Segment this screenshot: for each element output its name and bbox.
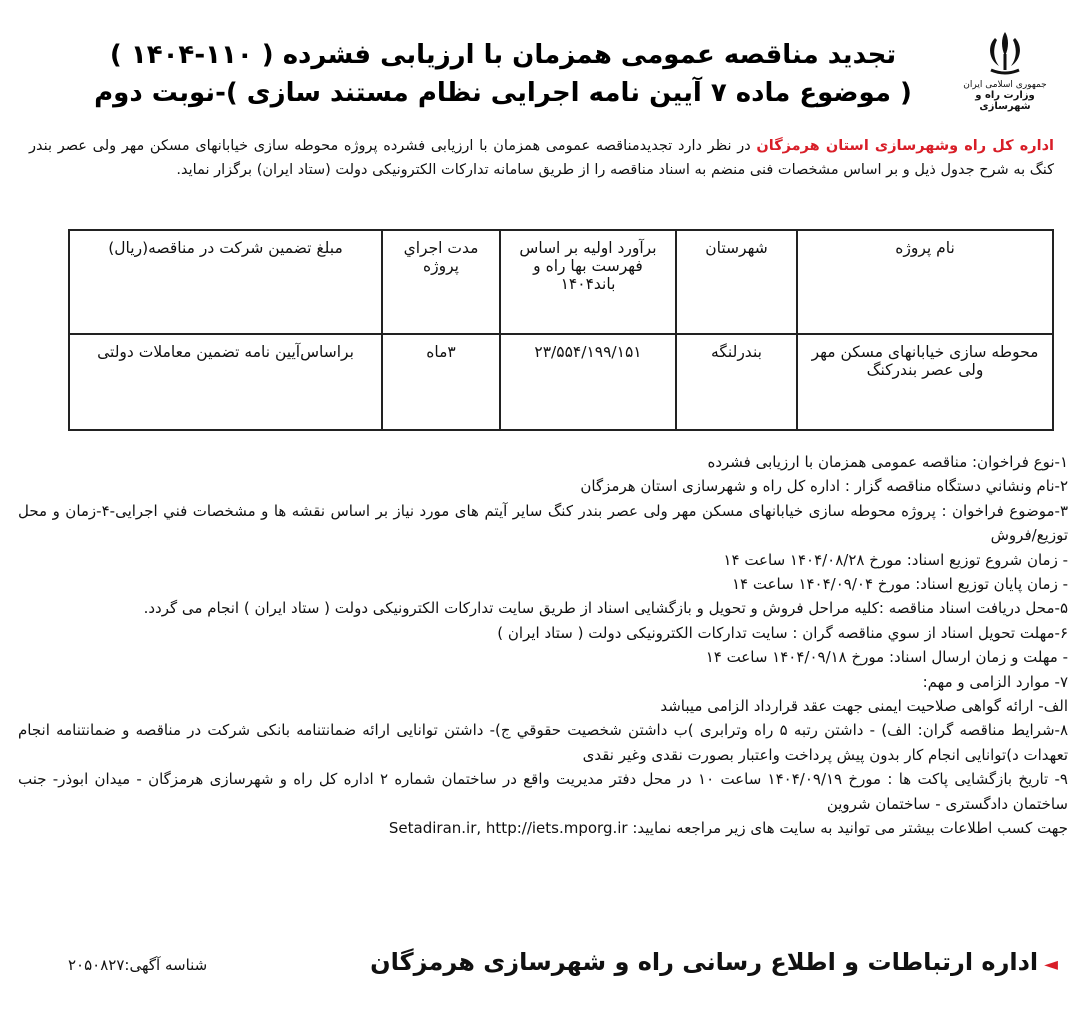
cell-duration: ۳ماه bbox=[382, 334, 500, 430]
table-row bbox=[69, 334, 1053, 430]
department-name: اداره ارتباطات و اطلاع رسانی راه و شهرسازی هرمزگان bbox=[370, 948, 1039, 976]
item-subject: ۳-موضوع فراخوان : پروژه محوطه سازی خیابانهای مسکن مهر ولی عصر بندر کنگ سایر آیتم های مورد نیاز بر اساس نقشه ها و مشخصات فني اجرایی-۴-زمان و محل توزیع/فروش bbox=[18, 501, 1069, 545]
item-requirements-heading: ۷- موارد الزامی و مهم: bbox=[922, 672, 1068, 691]
item-submission-deadline: - مهلت و زمان ارسال اسناد: مورخ ۱۴۰۴/۰۹/۱۸ ساعت ۱۴ bbox=[705, 648, 1068, 667]
ministry-logo bbox=[950, 28, 1060, 118]
notice-title bbox=[68, 36, 938, 112]
iran-emblem-icon bbox=[983, 28, 1027, 78]
item-distribution-end: - زمان پایان توزیع اسناد: مورخ ۱۴۰۴/۰۹/۰۴ ساعت ۱۴ bbox=[731, 575, 1068, 594]
project-table bbox=[68, 229, 1054, 431]
cell-guarantee: براساس‌آیین نامه تضمین معاملات دولتی bbox=[69, 334, 382, 430]
organization-name: اداره کل راه وشهرسازی استان هرمزگان bbox=[756, 138, 1054, 154]
item-bidder-conditions: ۸-شرایط مناقصه گران: الف) - داشتن رتبه ۵ راه وترابری )ب داشتن شخصیت حقوقي ج)- داشتن توانایی ارائه ضمانتنامه بانکی شرکت در مناقصه و ضمانتنامه انجام تعهدات د)توانایی انجام کار بدون پیش پرداخت واعتبار بصورت نقدی وغیر نقدی bbox=[18, 721, 1068, 764]
item-submission: ۶-مهلت تحویل اسناد از سوي مناقصه گران : سایت تدارکات الکترونیکی دولت ( ستاد ایران ) bbox=[497, 623, 1068, 642]
cell-estimate: ۲۳/۵۵۴/۱۹۹/۱۵۱ bbox=[500, 334, 676, 430]
intro-text: در نظر دارد تجدیدمناقصه عمومی همزمان با ارزیابی فشرده پروژه محوطه سازی خیابانهای مسکن مهر ولی عصر بندر کنگ به شرح جدول ذیل و بر اساس مشخصات فنی منضم به اسناد مناقصه را از طریق سامانه تدارکات الکترونیکی دولت (ستاد ایران) برگزار نماید. bbox=[29, 138, 1054, 178]
title-line-1: تجدید مناقصه عمومی همزمان با ارزیابی فشرده ( ۱۱۰-۱۴۰۴ ) bbox=[109, 40, 897, 70]
item-more-info: جهت کسب اطلاعات بیشتر می توانید به سایت های زیر مراجعه نمایید: Setadiran.ir, http://iets.mporg.ir bbox=[388, 819, 1068, 838]
footer bbox=[68, 948, 1058, 982]
item-distribution-start: - زمان شروع توزیع اسناد: مورخ ۱۴۰۴/۰۸/۲۸ ساعت ۱۴ bbox=[723, 550, 1068, 569]
header-project-name: نام پروژه bbox=[797, 230, 1053, 334]
header-duration: مدت اجراي پروژه bbox=[382, 230, 500, 334]
intro-paragraph bbox=[29, 134, 1054, 182]
item-call-type: ۱-نوع فراخوان: مناقصه عمومی همزمان با ارزیابی فشرده bbox=[707, 453, 1068, 471]
header-estimate: برآورد اولیه بر اساس فهرست بها راه و باند۱۴۰۴ bbox=[500, 230, 676, 334]
header-county: شهرستان bbox=[676, 230, 797, 334]
item-organizer: ۲-نام ونشاني دستگاه مناقصه گزار : اداره کل راه و شهرسازی استان هرمزگان bbox=[580, 477, 1068, 496]
item-document-location: ۵-محل دریافت اسناد مناقصه :کلیه مراحل فروش و تحویل و بازگشایی اسناد از طریق سایت تدارکات الکترونیکی دولت ( ستاد ایران ) انجام می گردد. bbox=[143, 599, 1068, 618]
logo-line-1: جمهوری اسلامی ایران bbox=[963, 80, 1047, 90]
cell-county: بندرلنگه bbox=[676, 334, 797, 430]
table-header-row bbox=[69, 230, 1053, 334]
footer-department bbox=[370, 948, 1058, 976]
item-opening: ۹- تاریخ بازگشایی پاکت ها : مورخ ۱۴۰۴/۰۹/۱۹ ساعت ۱۰ در محل دفتر مدیریت واقع در ساختمان شماره ۲ اداره کل راه و شهرسازی هرمزگان - میدان ابوذر- جنب ساختمان دادگستری - ساختمان شروین bbox=[18, 770, 1068, 813]
title-line-2: ( موضوع ماده ۷ آیین نامه اجرایی نظام مستند سازی )-نوبت دوم bbox=[94, 78, 912, 108]
ad-id: شناسه آگهی:۲۰۵۰۸۲۷ bbox=[68, 956, 208, 974]
logo-line-2: وزارت راه و شهرسازی bbox=[975, 90, 1035, 112]
header-guarantee: مبلغ تضمین شرکت در مناقصه(ریال) bbox=[69, 230, 382, 334]
notice-items bbox=[18, 450, 1068, 841]
item-requirement-safety: الف- ارائه گواهی صلاحیت ایمنی جهت عقد قرارداد الزامی میباشد bbox=[660, 697, 1068, 716]
triangle-pointer-icon: ◄ bbox=[1044, 954, 1058, 975]
cell-project-name: محوطه سازی خیابانهای مسکن مهر ولی عصر بندرکنگ bbox=[797, 334, 1053, 430]
